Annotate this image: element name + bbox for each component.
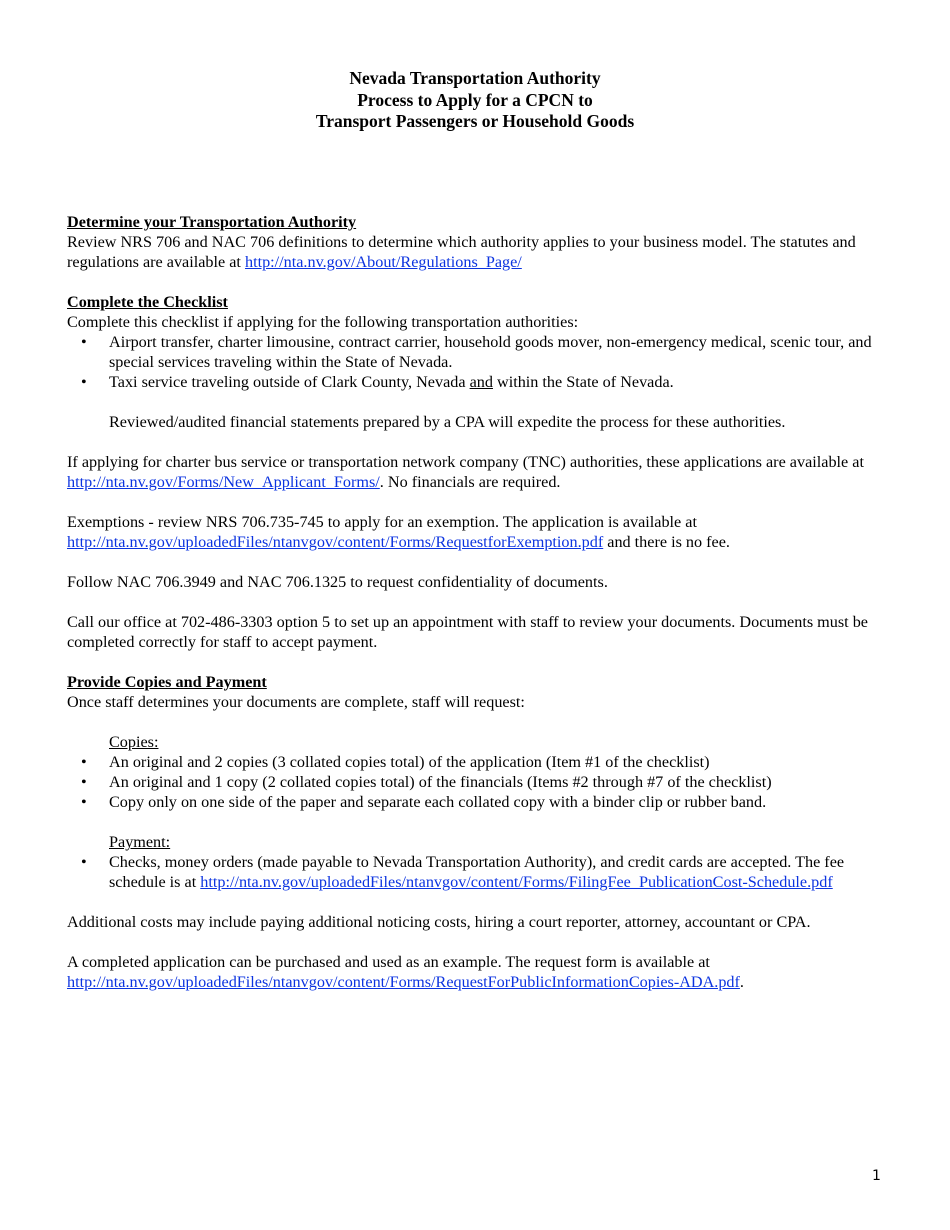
public-information-form-link[interactable]: http://nta.nv.gov/uploadedFiles/ntanvgov/content/Forms/RequestForPublicInformationCopies-ADA.pdf [67, 973, 740, 991]
payment-subheading: Payment: [109, 833, 171, 851]
regulations-link[interactable]: http://nta.nv.gov/About/Regulations_Page/ [244, 253, 522, 271]
list-item-text: Checks, money orders (made payable to Nevada Transportation Authority), and credit cards are accepted. The fee schedule is at [109, 853, 845, 891]
bullet-icon: • [81, 373, 87, 391]
paragraph-exemptions [67, 512, 887, 552]
paragraph-tnc [67, 452, 887, 492]
exemptions-text-end: and there is no fee. [603, 533, 730, 551]
paragraph-call-office: Call our office at 702-486-3303 option 5 to set up an appointment with staff to review your documents. Documents must be completed correctly for staff to accept payment. [67, 613, 868, 651]
bullet-icon: • [81, 793, 87, 811]
list-item-text-end: within the State of Nevada. [492, 373, 674, 391]
list-item-text: Airport transfer, charter limousine, contract carrier, household goods mover, non-emergency medical, scenic tour, and special services traveling within the State of Nevada. [109, 333, 872, 371]
list-item [67, 792, 887, 812]
title-line-1: Nevada Transportation Authority [349, 68, 601, 88]
list-item-text: Copy only on one side of the paper and separate each collated copy with a binder clip or rubber band. [109, 793, 767, 811]
new-applicant-forms-link[interactable]: http://nta.nv.gov/Forms/New_Applicant_Forms/ [67, 473, 380, 491]
copies-payment-intro: Once staff determines your documents are complete, staff will request: [67, 693, 525, 711]
tnc-text-end: . No financials are required. [379, 473, 561, 491]
emphasis-and: and [469, 373, 493, 391]
list-item [67, 752, 887, 772]
page-number: 1 [872, 1168, 881, 1184]
list-item [67, 332, 887, 372]
bullet-icon: • [81, 853, 87, 871]
bullet-icon: • [81, 773, 87, 791]
paragraph-determine-authority [67, 232, 887, 272]
cpa-note: Reviewed/audited financial statements prepared by a CPA will expedite the process for these authorities. [109, 413, 786, 431]
paragraph-confidentiality: Follow NAC 706.3949 and NAC 706.1325 to request confidentiality of documents. [67, 573, 608, 591]
document-title [0, 68, 950, 133]
exemptions-text: Exemptions - review NRS 706.735-745 to apply for an exemption. The application is available at [67, 513, 697, 531]
exemption-form-link[interactable]: http://nta.nv.gov/uploadedFiles/ntanvgov/content/Forms/RequestforExemption.pdf [67, 533, 604, 551]
list-item [67, 772, 887, 792]
list-item-text: An original and 2 copies (3 collated copies total) of the application (Item #1 of the checklist) [109, 753, 710, 771]
list-item [67, 372, 887, 392]
fee-schedule-link[interactable]: http://nta.nv.gov/uploadedFiles/ntanvgov/content/Forms/FilingFee_PublicationCost-Schedule.pdf [200, 873, 833, 891]
example-text: A completed application can be purchased and used as an example. The request form is available at [67, 953, 710, 971]
list-item [67, 852, 887, 892]
copies-list [67, 752, 887, 812]
heading-copies-payment: Provide Copies and Payment [67, 673, 267, 691]
copies-subheading: Copies: [109, 733, 159, 751]
payment-list [67, 852, 887, 892]
paragraph-example-application [67, 952, 887, 992]
list-item-text: Taxi service traveling outside of Clark County, Nevada [109, 373, 470, 391]
determine-authority-text: Review NRS 706 and NAC 706 definitions to determine which authority applies to your business model. The statutes and regulations are available at [67, 233, 856, 271]
example-text-end: . [739, 973, 744, 991]
title-line-2: Process to Apply for a CPCN to [357, 89, 593, 110]
tnc-text: If applying for charter bus service or transportation network company (TNC) authorities, these applications are available at [67, 453, 864, 471]
title-line-3: Transport Passengers or Household Goods [315, 111, 635, 131]
checklist-authority-list [67, 332, 887, 392]
bullet-icon: • [81, 753, 87, 771]
heading-complete-checklist: Complete the Checklist [67, 293, 228, 311]
paragraph-additional-costs: Additional costs may include paying additional noticing costs, hiring a court reporter, attorney, accountant or CPA. [67, 913, 811, 931]
checklist-intro: Complete this checklist if applying for the following transportation authorities: [67, 313, 579, 331]
heading-determine-authority: Determine your Transportation Authority [67, 213, 357, 231]
bullet-icon: • [81, 333, 87, 351]
document-body [67, 212, 887, 992]
list-item-text: An original and 1 copy (2 collated copies total) of the financials (Items #2 through #7 of the checklist) [109, 773, 772, 791]
